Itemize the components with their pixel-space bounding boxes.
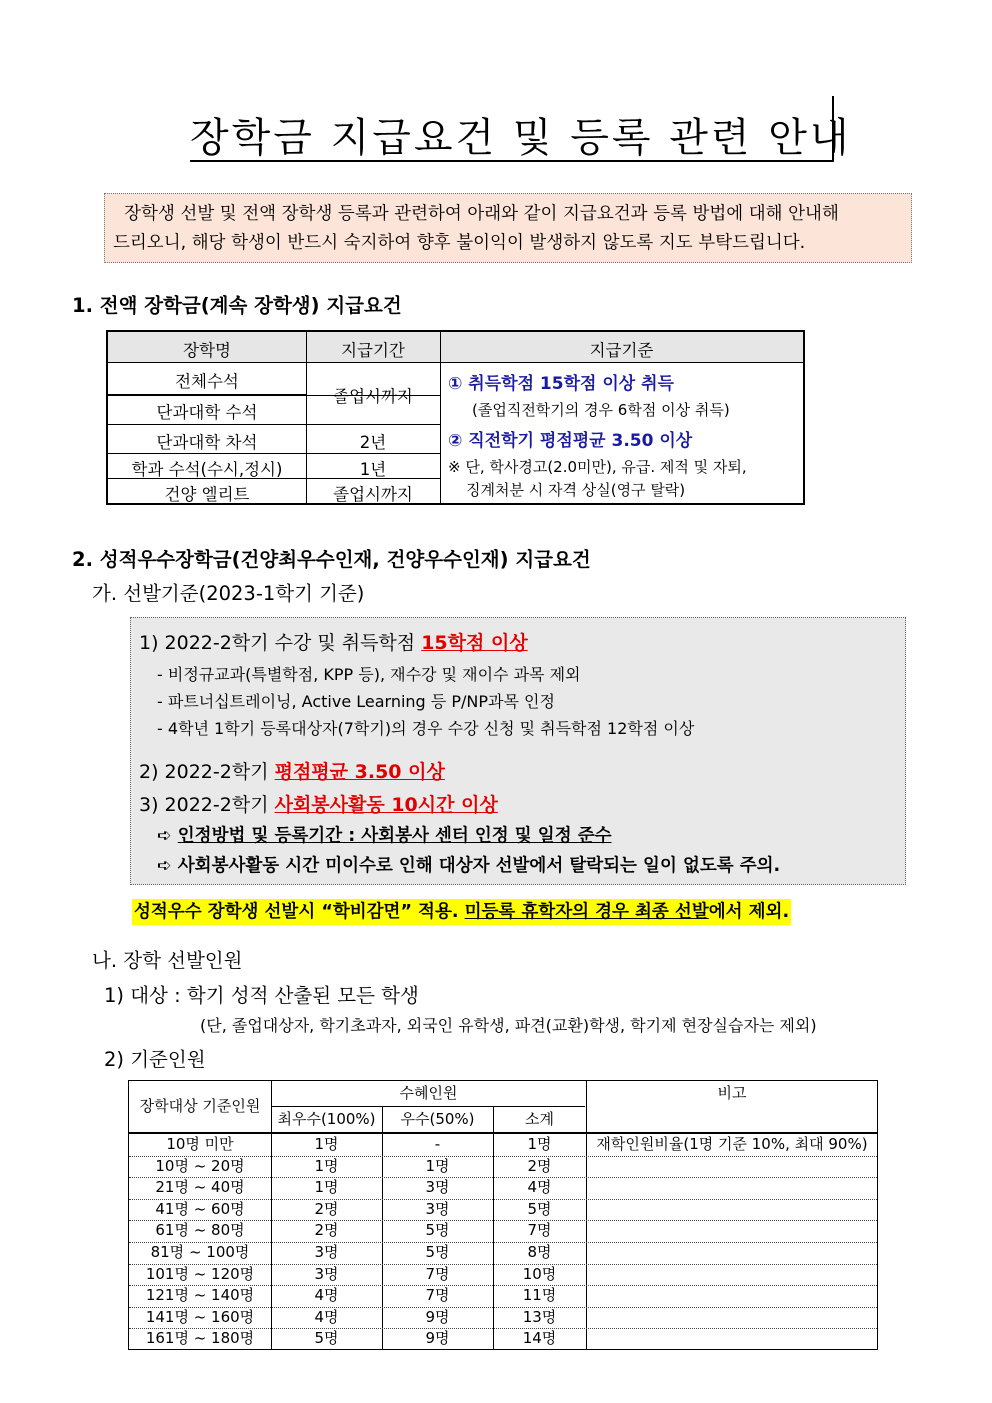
scholarship-name: 단과대학 수석: [156, 403, 258, 422]
table-cell-range: 61명 ~ 80명: [155, 1221, 245, 1240]
table-cell-range: 121명 ~ 140명: [145, 1286, 255, 1305]
table-cell-subtotal: 4명: [527, 1178, 552, 1197]
table-cell-excellent: 3명: [425, 1199, 450, 1218]
table-cell-top: 1명: [314, 1178, 339, 1197]
table-cell-top: 2명: [314, 1199, 339, 1218]
header-note: 비고: [717, 1084, 747, 1102]
period: 졸업시까지: [333, 387, 413, 406]
criterion-credits: ① 취득학점 15학점 이상 취득: [448, 374, 674, 394]
criterion-1-value: 15학점 이상: [421, 632, 528, 654]
table-cell-top: 1명: [314, 1135, 339, 1153]
highlight-notice: 성적우수 장학생 선발시 “학비감면” 적용. 미등록 휴학자의 경우 최종 선발에서 제외.: [132, 899, 791, 925]
scholarship-name: 전체수석: [175, 372, 239, 391]
page-title: 장학금 지급요건 및 등록 관련 안내: [190, 115, 852, 161]
criterion-gpa: ② 직전학기 평점평균 3.50 이상: [448, 431, 693, 451]
criterion-2-value: 평점평균 3.50 이상: [274, 761, 445, 783]
standard-heading: 2) 기준인원: [104, 1048, 206, 1071]
section1-heading: 1. 전액 장학금(계속 장학생) 지급요건: [72, 294, 402, 317]
table-cell-subtotal: 11명: [522, 1286, 557, 1305]
intro-line-2: 드리오니, 해당 학생이 반드시 숙지하여 향후 불이익이 발생하지 않도록 지도 부탁드립니다.: [113, 233, 806, 253]
table-cell-excellent: 5명: [425, 1221, 450, 1240]
criterion-1: 1) 2022-2학기 수강 및 취득학점 15학점 이상: [139, 632, 528, 654]
table-cell-excellent: 9명: [425, 1329, 450, 1348]
criterion-3-value: 사회봉사활동 10시간 이상: [274, 794, 498, 816]
header-criteria: 지급기준: [589, 341, 654, 360]
table-cell-subtotal: 10명: [522, 1264, 557, 1283]
period: 2년: [359, 433, 387, 452]
criterion-1-item: - 비정규교과(특별학점, KPP 등), 재수강 및 재이수 과목 제외: [157, 665, 581, 684]
table-cell-excellent: 7명: [425, 1264, 450, 1283]
table-cell-range: 10명 미만: [166, 1135, 234, 1153]
table-cell-range: 10명 ~ 20명: [155, 1156, 245, 1175]
table-cell-range: 101명 ~ 120명: [145, 1264, 255, 1283]
criterion-3: 3) 2022-2학기 사회봉사활동 10시간 이상: [139, 794, 498, 816]
arrow-icon: ➪: [157, 826, 172, 846]
table-cell-top: 4명: [314, 1286, 339, 1305]
table-cell-top: 2명: [314, 1221, 339, 1240]
section2-heading: 2. 성적우수장학금(건양최우수인재, 건양우수인재) 지급요건: [72, 548, 591, 571]
table-cell-excellent: 7명: [425, 1286, 450, 1305]
table-cell-subtotal: 13명: [522, 1307, 557, 1326]
period: 1년: [359, 460, 387, 479]
table-cell-note: 재학인원비율(1명 기준 10%, 최대 90%): [596, 1135, 868, 1153]
period: 졸업시까지: [333, 485, 413, 504]
header-recipients: 수혜인원: [399, 1084, 458, 1102]
intro-box: [104, 193, 912, 263]
table-cell-subtotal: 1명: [527, 1135, 552, 1153]
table-cell-range: 141명 ~ 160명: [145, 1307, 255, 1326]
selection-criteria-box: [130, 617, 906, 885]
selection-criteria-heading: 가. 선발기준(2023-1학기 기준): [92, 582, 365, 605]
intro-line-1: 장학생 선발 및 전액 장학생 등록과 관련하여 아래와 같이 지급요건과 등록 방법에 대해 안내해: [124, 204, 839, 224]
arrow-icon: ➪: [157, 856, 172, 876]
recipients-table: [128, 1080, 878, 1350]
header-top-tier: 최우수(100%): [277, 1110, 376, 1128]
table-cell-top: 1명: [314, 1156, 339, 1175]
disqualification-note: 징계처분 시 자격 상실(영구 탈락): [466, 481, 686, 499]
table-cell-subtotal: 5명: [527, 1199, 552, 1218]
full-scholarship-table: [106, 330, 805, 505]
criterion-2: 2) 2022-2학기 평점평균 3.50 이상: [139, 761, 445, 783]
table-cell-subtotal: 14명: [522, 1329, 557, 1348]
table-cell-excellent: 5명: [425, 1243, 450, 1261]
table-cell-excellent: 9명: [425, 1307, 450, 1326]
table-cell-top: 3명: [314, 1264, 339, 1283]
criterion-1-item: - 4학년 1학기 등록대상자(7학기)의 경우 수강 신청 및 취득학점 12학점 이상: [157, 719, 695, 738]
scholarship-name: 학과 수석(수시,정시): [131, 460, 283, 479]
table-cell-excellent: 1명: [425, 1156, 450, 1175]
table-cell-range: 41명 ~ 60명: [155, 1199, 245, 1218]
recipients-heading: 나. 장학 선발인원: [92, 949, 243, 972]
table-cell-subtotal: 7명: [527, 1221, 552, 1240]
table-cell-excellent: 3명: [425, 1178, 450, 1197]
target-exclusion-note: (단, 졸업대상자, 학기초과자, 외국인 유학생, 파견(교환)학생, 학기제 현장실습자는 제외): [200, 1016, 817, 1035]
arrow-item: ➪ 사회봉사활동 시간 미이수로 인해 대상자 선발에서 탈락되는 일이 없도록 주의.: [157, 856, 781, 876]
target-line: 1) 대상 : 학기 성적 산출된 모든 학생: [104, 984, 419, 1007]
table-cell-top: 3명: [314, 1243, 339, 1261]
scholarship-name: 건양 엘리트: [164, 485, 250, 504]
table-cell-range: 21명 ~ 40명: [155, 1178, 245, 1197]
table-cell-excellent: -: [434, 1135, 441, 1153]
scholarship-name: 단과대학 차석: [156, 433, 258, 452]
header-base-count: 장학대상 기준인원: [139, 1097, 261, 1115]
table-cell-subtotal: 8명: [527, 1243, 552, 1261]
arrow-item: ➪ 인정방법 및 등록기간 : 사회봉사 센터 인정 및 일정 준수: [157, 826, 612, 846]
table-cell-range: 161명 ~ 180명: [145, 1329, 255, 1348]
header-period: 지급기간: [341, 341, 405, 360]
table-cell-subtotal: 2명: [527, 1156, 552, 1175]
table-cell-top: 5명: [314, 1329, 339, 1348]
criterion-credits-note: (졸업직전학기의 경우 6학점 이상 취득): [472, 401, 730, 419]
table-cell-range: 81명 ~ 100명: [150, 1243, 250, 1261]
table-cell-top: 4명: [314, 1307, 339, 1326]
criterion-1-item: - 파트너십트레이닝, Active Learning 등 P/NP과목 인정: [157, 692, 555, 711]
disqualification-note: ※ 단, 학사경고(2.0미만), 유급. 제적 및 자퇴,: [448, 458, 747, 476]
header-excellent-tier: 우수(50%): [400, 1110, 475, 1128]
header-scholarship-name: 장학명: [183, 341, 231, 360]
header-subtotal: 소계: [525, 1110, 554, 1128]
